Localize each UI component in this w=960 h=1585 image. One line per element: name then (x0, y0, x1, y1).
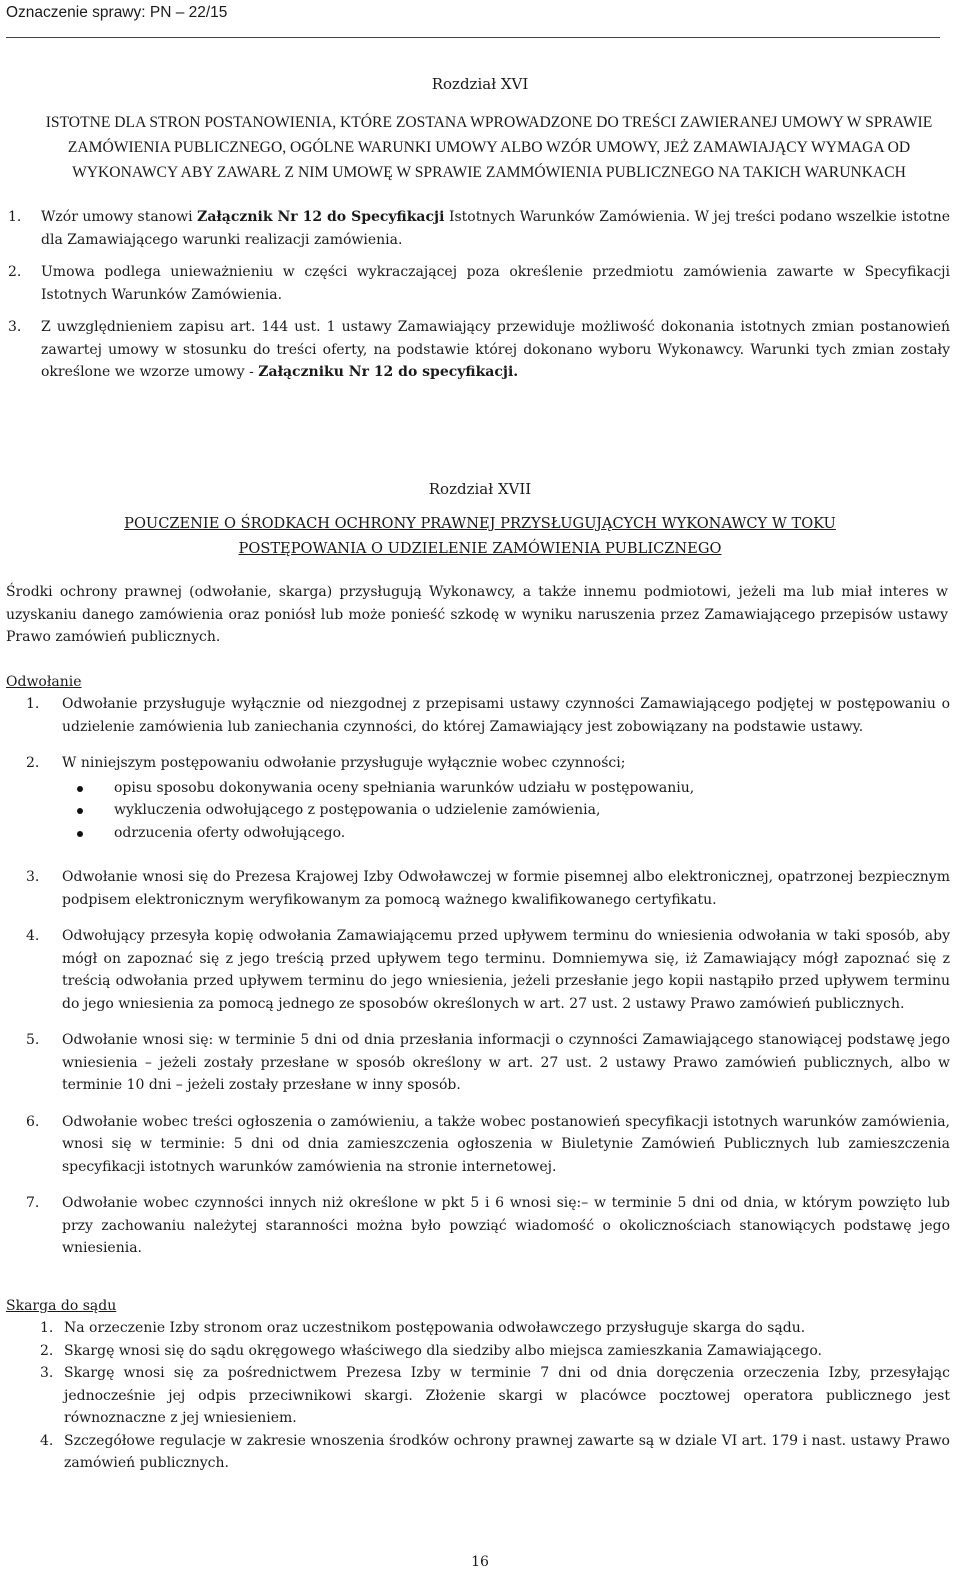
chapter-17-title-line2: POSTĘPOWANIA O UDZIELENIE ZAMÓWIENIA PUBLICZNEGO (238, 540, 722, 557)
item-text: Odwołanie przysługuje wyłącznie od niezgodnej z przepisami ustawy czynności Zamawiającego podjętej w postępowaniu o udzielenie zamówienia lub zaniechania czynności, do której Zamawiający jest zobowiązany na podstawie ustawy. (62, 696, 950, 735)
chapter-17-intro: Środki ochrony prawnej (odwołanie, skarga) przysługują Wykonawcy, a także innemu podmiotowi, jeżeli ma lub miał interes w uzyskaniu danego zamówienia oraz poniósł lub może ponieść szkodę w wyniku naruszenia przez Zamawiającego przepisów ustawy Prawo zamówień publicznych. (6, 584, 948, 645)
list-item (0, 1192, 960, 1260)
chapter-17-heading: Rozdział XVII (428, 480, 532, 498)
appeal-list (0, 693, 960, 1274)
bullet-item: wykluczenia odwołującego z postępowania o udzielenie zamówienia, (62, 799, 950, 822)
list-item (0, 1111, 960, 1179)
list-item (0, 925, 960, 1015)
chapter-17-title-line1: POUCZENIE O ŚRODKACH OCHRONY PRAWNEJ PRZYSŁUGUJĄCYCH WYKONAWCY W TOKU (124, 515, 836, 532)
chapter-16-title: ISTOTNE DLA STRON POSTANOWIENIA, KTÓRE ZOSTANA WPROWADZONE DO TREŚCI ZAWIERANEJ UMOWY W SPRAWIE ZAMÓWIENIA PUBLICZNEGO, OGÓLNE WARUNKI UMOWY ALBO WZÓR UMOWY, JEŻ ZAMAWIAJĄCY WYMAGA OD WYKONAWCY ABY ZAWARŁ Z NIM UMOWĘ W SPRAWIE ZAMMÓWIENIA PUBLICZNEGO NA TAKICH WARUNKACH (45, 114, 933, 181)
item-number: 1. (26, 696, 40, 712)
list-item (0, 261, 960, 306)
list-item (0, 1362, 960, 1430)
list-item (0, 206, 960, 251)
bullet-item: opisu sposobu dokonywania oceny spełniania warunków udziału w postępowaniu, (62, 777, 950, 800)
list-item (0, 693, 960, 738)
item-number: 3. (26, 869, 40, 885)
item-text: W niniejszym postępowaniu odwołanie przysługuje wyłącznie wobec czynności; (62, 755, 626, 771)
item-text: Odwołanie wobec czynności innych niż określone w pkt 5 i 6 wnosi się:– w terminie 5 dni od dnia, w którym powzięto lub przy zachowaniu należytej staranności można było powziąć wiadomość o okolicznościach stanowiących podstawę jego wniesienia. (62, 1195, 950, 1256)
item-text: Odwołujący przesyła kopię odwołania Zamawiającemu przed upływem terminu do wniesienia odwołania w taki sposób, aby mógł on zapoznać się z jego treścią przed upływem tego terminu. Domniemywa się, iż Zamawiający mógł zapoznać się z treścią odwołania przed upływem terminu do jego wniesienia, jeżeli przesłanie jego kopii nastąpiło przed upływem terminu do jego wniesienia za pomocą jednego ze sposobów określonych w art. 27 ust. 2 ustawy Prawo zamówień publicznych. (62, 928, 950, 1012)
item-text: Skargę wnosi się za pośrednictwem Prezesa Izby w terminie 7 dni od dnia doręczenia orzeczenia Izby, przesyłając jednocześnie jej odpis przeciwnikowi skargi. Złożenie skargi w placówce pocztowej operatora publicznego jest równoznaczne z jej wniesieniem. (64, 1365, 950, 1426)
list-item (0, 1317, 960, 1340)
item-bold-text: Załącznik Nr 12 do Specyfikacji (197, 209, 445, 225)
item-number: 6. (26, 1113, 40, 1130)
list-item (0, 866, 960, 911)
item-number: 5. (26, 1032, 40, 1048)
list-item (0, 316, 960, 384)
item-text: Na orzeczenie Izby stronom oraz uczestnikom postępowania odwoławczego przysługuje skarga do sądu. (64, 1320, 806, 1336)
page-number: 16 (471, 1554, 489, 1570)
item-text: Istotnych Warunków Zamówienia. W jej treści podano wszelkie istotne dla Zamawiającego warunki realizacji zamówienia. (41, 209, 951, 248)
item-text: Odwołanie wnosi się: w terminie 5 dni od dnia przesłania informacji o czynności Zamawiającego stanowiącej podstawę jego wniesienia – jeżeli zostały przesłane w sposób określony w art. 27 ust. 2 ustawy Prawo zamówień publicznych, albo w terminie 10 dni – jeżeli zostały przesłane w inny sposób. (62, 1032, 950, 1093)
item-text: Umowa podlega unieważnieniu w części wykraczającej poza określenie przedmiotu zamówienia zawarte w Specyfikacji Istotnych Warunków Zamówienia. (41, 264, 950, 303)
item-number: 4. (40, 1432, 54, 1449)
chapter-16-heading: Rozdział XVI (431, 75, 529, 93)
item-number: 1. (8, 209, 22, 225)
chapter-16-list (0, 206, 960, 394)
list-item (0, 1430, 960, 1475)
item-number: 2. (8, 264, 22, 280)
item-number: 3. (40, 1365, 54, 1381)
item-text: Skargę wnosi się do sądu okręgowego właściwego dla siedziby albo miejsca zamieszkania Zamawiającego. (64, 1342, 822, 1359)
list-item (0, 752, 960, 844)
item-number: 1. (40, 1320, 54, 1336)
list-item (0, 1029, 960, 1097)
item-text: Szczegółowe regulacje w zakresie wnoszenia środków ochrony prawnej zawarte są w dziale VI art. 179 i nast. ustawy Prawo zamówień publicznych. (64, 1432, 950, 1471)
item-number: 2. (40, 1342, 54, 1359)
item-text: Z uwzględnieniem zapisu art. 144 ust. 1 ustawy Zamawiający przewiduje możliwość dokonania istotnych zmian postanowień zawartej umowy w stosunku do treści oferty, na podstawie której dokonano wyboru Wykonawcy. Warunki tych zmian zostały określone we wzorze umowy - (41, 319, 950, 380)
item-number: 2. (26, 755, 40, 771)
header-divider (6, 37, 940, 38)
item-number: 7. (26, 1195, 40, 1211)
item-bold-text: Załączniku Nr 12 do specyfikacji. (258, 364, 519, 380)
complaint-list (0, 1317, 960, 1475)
item-text: Odwołanie wnosi się do Prezesa Krajowej Izby Odwoławczej w formie pisemnej albo elektronicznej, opatrzonej bezpiecznym podpisem elektronicznym weryfikowanym za pomocą ważnego kwalifikowanego certyfikatu. (62, 869, 950, 908)
complaint-heading: Skarga do sądu (6, 1298, 117, 1314)
item-text: Odwołanie wobec treści ogłoszenia o zamówieniu, a także wobec postanowień specyfikacji istotnych warunków zamówienia, wnosi się w terminie: 5 dni od dnia zamieszczenia ogłoszenia w Biuletynie Zamówień Publicznych lub zamieszczenia specyfikacji istotnych warunków zamówienia na stronie internetowej. (62, 1113, 950, 1175)
bullet-item: odrzucenia oferty odwołującego. (62, 822, 950, 845)
item-number: 4. (26, 928, 40, 944)
bullet-list (62, 777, 950, 845)
item-text: Wzór umowy stanowi (41, 209, 198, 225)
item-number: 3. (8, 319, 22, 335)
appeal-heading: Odwołanie (6, 674, 82, 690)
case-number-header: Oznaczenie sprawy: PN – 22/15 (6, 4, 228, 21)
list-item (0, 1340, 960, 1363)
